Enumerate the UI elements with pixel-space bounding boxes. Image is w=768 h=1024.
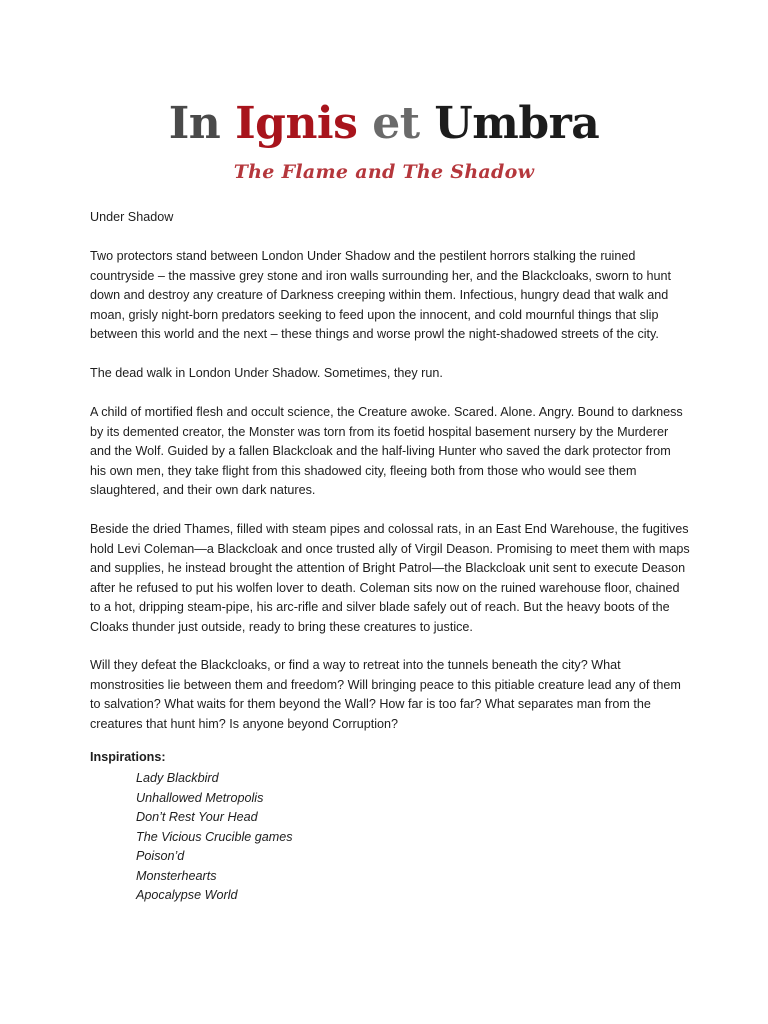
inspirations-heading: Inspirations: bbox=[90, 750, 166, 764]
list-item: Unhallowed Metropolis bbox=[136, 790, 264, 805]
title-word-ignis: Ignis bbox=[235, 98, 358, 149]
paragraph-creature: A child of mortified flesh and occult science, the Creature awoke. Scared. Alone. Angry. Bound to darkness by its demented creator, the Monster was torn from its foetid hospital basement nursery by the Murderer and the Wolf. Guided by a fallen Blackcloak and the half-living Hunter who saved the dark protector from his own men, they take flight from this shadowed city, fleeing both from those who would see them slaughtered, and their own dark natures. bbox=[90, 405, 683, 497]
paragraph-dead-walk: The dead walk in London Under Shadow. Sometimes, they run. bbox=[90, 366, 443, 380]
list-item: Apocalypse World bbox=[136, 888, 238, 902]
list-item: The Vicious Crucible games bbox=[136, 829, 293, 844]
paragraph-intro: Two protectors stand between London Under Shadow and the pestilent horrors stalking the ruined countryside – the massive grey stone and iron walls surrounding her, and the Blackcloaks, sworn to hunt down and destroy any creature of Darkness creeping within them. Infectious, hungry dead that walk and moan, grisly night-born predators seeking to feed upon the innocent, and cold mournful things that slip between this world and the next – these things and worse prowl the night-shadowed streets of the city. bbox=[90, 249, 672, 341]
section-heading: Under Shadow bbox=[90, 210, 174, 224]
title-word-et: et bbox=[372, 98, 420, 149]
document-subtitle: The Flame and The Shadow bbox=[233, 161, 535, 183]
list-item: Poison’d bbox=[136, 849, 185, 863]
inspirations-list bbox=[136, 769, 293, 906]
list-item: Monsterhearts bbox=[136, 868, 217, 883]
title-word-umbra: Umbra bbox=[434, 98, 600, 149]
list-item: Lady Blackbird bbox=[136, 771, 219, 785]
paragraph-questions: Will they defeat the Blackcloaks, or find a way to retreat into the tunnels beneath the city? What monstrosities lie between them and freedom? Will bringing peace to this pitiable creature lead any of them to salvation? What waits for them beyond the Wall? How far is too far? What separates man from the creatures that hunt him? Is anyone beyond Corruption? bbox=[90, 658, 681, 731]
paragraph-thames: Beside the dried Thames, filled with steam pipes and colossal rats, in an East End Warehouse, the fugitives hold Levi Coleman—a Blackcloak and once trusted ally of Virgil Deason. Promising to meet them with maps and supplies, he instead brought the attention of Bright Patrol—the Blackcloak unit sent to execute Deason after he refused to put his wolfen lover to death. Coleman sits now on the ruined warehouse floor, chained to a hot, dripping steam-pipe, his arc-rifle and silver blade safely out of reach. But the heavy boots of the Cloaks thunder just outside, ready to bring these creatures to justice. bbox=[90, 522, 690, 634]
title-word-in: In bbox=[168, 98, 221, 149]
document-title bbox=[0, 96, 768, 152]
list-item: Don’t Rest Your Head bbox=[136, 810, 258, 824]
